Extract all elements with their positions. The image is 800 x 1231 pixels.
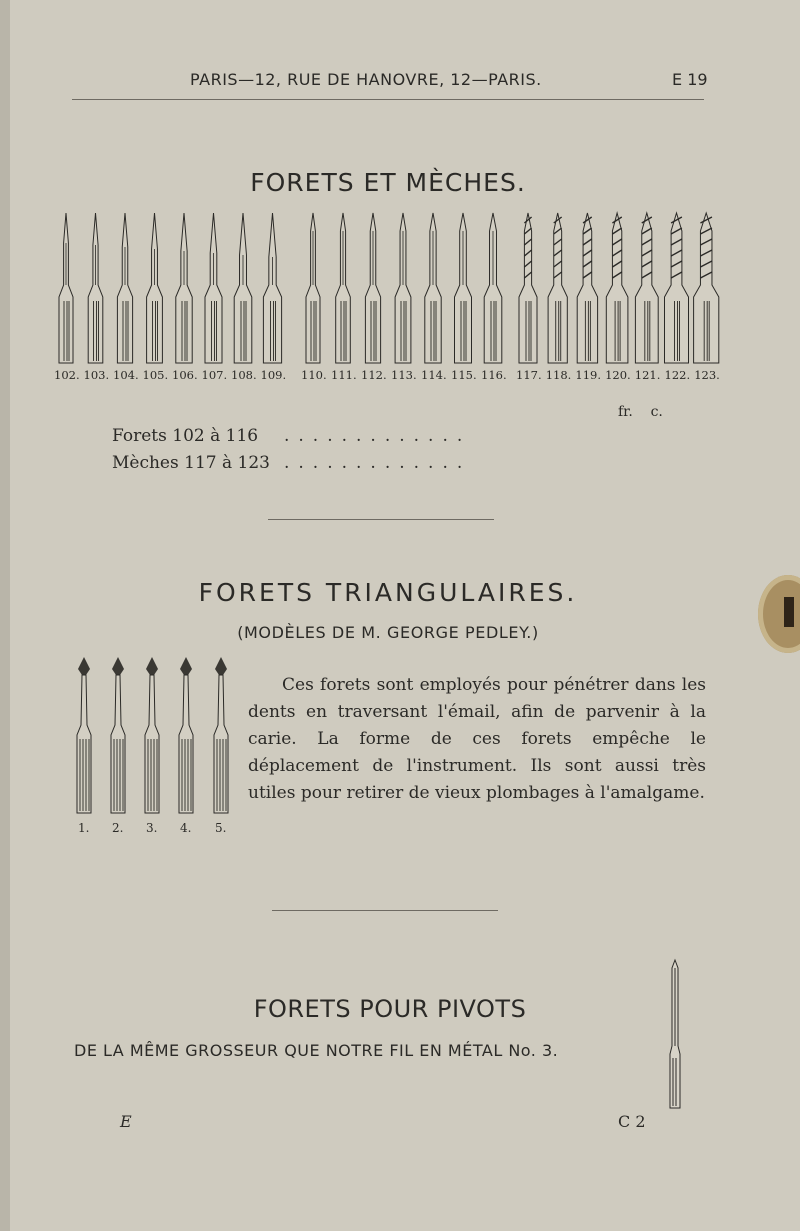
drill-115 [455,213,472,363]
drill-103 [88,213,103,363]
drill-116 [484,213,502,363]
price-row-leader: ............. [284,453,472,473]
signature-mark-left: E [120,1112,132,1131]
drill-number-label: 119. [575,368,601,382]
drill-106 [176,213,192,363]
drill-number-label: 110. [301,368,327,382]
drill-number-label: 106. [172,368,198,382]
drill-number-label: 107. [201,368,228,382]
drill-117 [519,213,537,363]
section-subtitle-pedley: (MODÈLES DE M. GEORGE PEDLEY.) [237,623,539,642]
page-number: E 19 [672,70,708,89]
price-column-header: fr. c. [618,404,663,420]
price-row-forets [112,426,472,446]
section-subtitle-pivots: DE LA MÊME GROSSEUR QUE NOTRE FIL EN MÉTAL No. 3. [74,1041,559,1060]
signature-mark-right: C 2 [618,1112,646,1131]
drill-number-label: 117. [516,368,542,382]
drill-number-label: 123. [694,368,720,382]
description-paragraph: Ces forets sont employés pour pénétrer dans les dents en traversant l'émail, afin de parvenir à la carie. La forme de ces forets empêche le déplacement de l'instrument. Ils sont aussi très utiles pour retirer de vieux plombages à l'amalgame. [248,675,706,803]
drill-104 [117,213,132,363]
triangular-drill-1 [77,657,91,813]
drill-119 [577,213,597,363]
section-title-forets-pivots: FORETS POUR PIVOTS [253,995,527,1023]
drill-number-label: 121. [634,368,661,382]
drill-105 [147,213,163,363]
drill-number-label: 111. [331,368,357,382]
drill-number-label: 105. [142,368,169,382]
triangular-drill-number-label: 5. [215,821,227,835]
triangular-drill-number-label: 4. [180,821,192,835]
drill-112 [365,213,380,363]
section-title-forets-meches: FORETS ET MÈCHES. [250,168,526,197]
drill-123 [694,213,719,363]
price-row-label: Mèches 117 à 123 [112,453,270,473]
drill-number-label: 116. [481,368,507,382]
section-divider [272,910,498,911]
triangular-drill-4 [179,657,193,813]
header-rule [72,99,704,100]
drill-number-label: 114. [421,368,447,382]
price-row-meches [112,453,472,473]
triangular-drill-5 [214,657,228,813]
running-header: PARIS—12, RUE DE HANOVRE, 12—PARIS. [190,70,542,89]
drill-120 [606,213,628,363]
triangular-drill-3 [145,657,159,813]
drill-107 [205,213,222,363]
drill-122 [665,213,689,363]
drill-number-label: 112. [361,368,387,382]
drill-number-label: 118. [545,368,572,382]
price-row-label: Forets 102 à 116 [112,426,259,446]
drill-number-label: 108. [231,368,257,382]
price-row-leader: ............. [284,426,472,446]
drill-114 [425,213,441,363]
triangular-drill-number-label: 3. [146,821,158,835]
drill-121 [635,213,658,363]
drill-number-label: 103. [83,368,110,382]
triangular-drill-illustrations [60,655,240,820]
drill-illustrations-102-123 [0,205,800,370]
drill-number-label: 102. [54,368,80,382]
drill-number-label: 109. [260,368,287,382]
section-divider [268,519,494,520]
drill-111 [336,213,351,363]
triangular-drill-number-label: 2. [112,821,124,835]
drill-number-label: 122. [664,368,691,382]
drill-number-label: 104. [113,368,139,382]
triangular-drill-2 [111,657,125,813]
drill-number-label: 115. [451,368,477,382]
drill-110 [306,213,320,363]
drill-number-label: 120. [605,368,631,382]
triangular-drill-number-label: 1. [78,821,90,835]
drill-113 [395,213,411,363]
drill-108 [234,213,252,363]
drill-102 [59,213,73,363]
pivot-drill-illustration [664,958,686,1110]
drill-109 [263,213,281,363]
drill-118 [548,213,567,363]
drill-number-label: 113. [391,368,417,382]
section-title-forets-triangulaires: FORETS TRIANGULAIRES. [198,578,578,607]
